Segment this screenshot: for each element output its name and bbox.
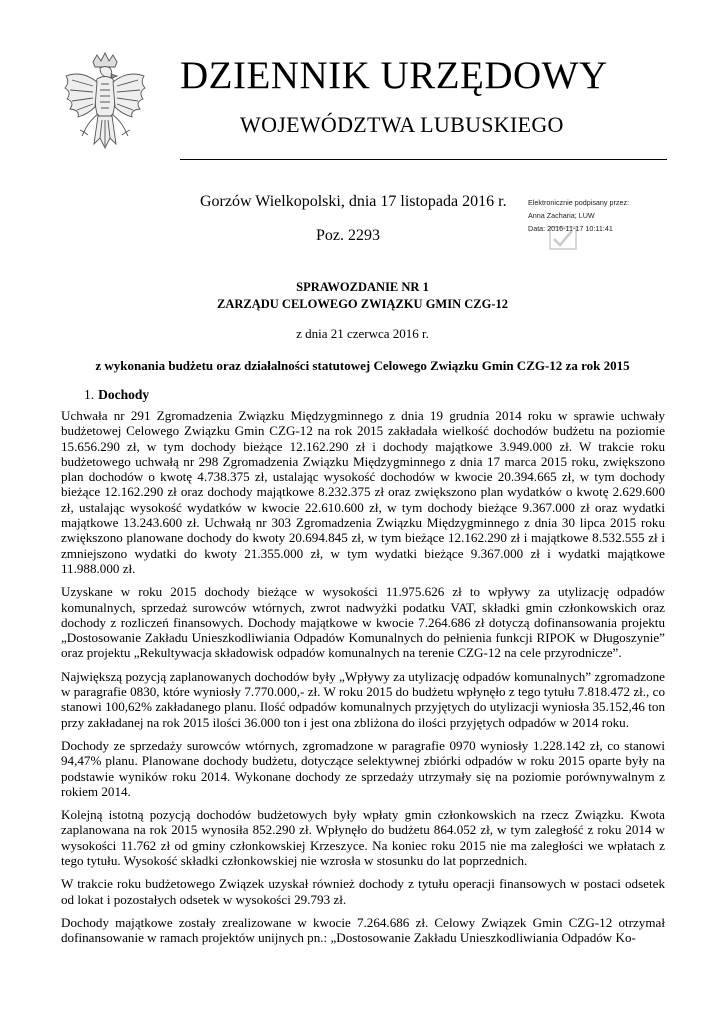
section-heading: [84, 386, 149, 403]
journal-title: DZIENNIK URZĘDOWY: [180, 54, 608, 97]
publication-dateline: Gorzów Wielkopolski, dnia 17 listopada 2016 r.: [200, 193, 507, 210]
eagle-emblem-icon: [60, 52, 150, 170]
paragraph: W trakcie roku budżetowego Związek uzyskał również dochody z tytułu operacji finansowych w postaci odsetek od lokat i pozostałych odsetek w wysokości 29.793 zł.: [61, 876, 665, 907]
report-date: z dnia 21 czerwca 2016 r.: [296, 326, 429, 341]
electronic-signature: [528, 196, 629, 235]
signature-date: Data: 2016-11-17 10:11:41: [528, 224, 613, 233]
journal-subtitle: WOJEWÓDZTWA LUBUSKIEGO: [240, 112, 564, 137]
signature-signer: Anna Zacharia; LUW: [528, 211, 595, 220]
paragraph: Uchwała nr 291 Zgromadzenia Związku Międzygminnego z dnia 19 grudnia 2014 roku w sprawie uchwały budżetowej Celowego Związku Gmin CZG-12 na rok 2015 zakładała wielkość dochodów budżetu na poziomie 15.656.290 zł, w tym dochody bieżące 12.162.290 zł i dochody majątkowe 3.949.000 zł. W trakcie roku budżetowego uchwałą nr 298 Zgromadzenia Związku Międzygminnego z dnia 17 marca 2015 roku, zwiększono plan dochodów o kwotę 4.738.375 zł, ustalając wysokość dochodów w kwocie 20.394.665 zł, w tym dochody bieżące 12.162.290 zł oraz dochody majątkowe 8.232.375 zł oraz zwiększono plan wydatków o kwotę 2.629.600 zł, ustalając wysokość wydatków w kwocie 22.610.600 zł, w tym dochody bieżące 9.367.000 zł oraz wydatki majątkowe 13.243.600 zł. Uchwałą nr 303 Zgromadzenia Związku Międzygminnego z dnia 30 lipca 2015 roku zwiększono planowane dochody do kwoty 20.694.845 zł, w tym bieżące 12.162.290 zł i majątkowe 8.532.555 zł i zmniejszono wydatki do kwoty 21.355.000 zł, w tym wydatki bieżące 9.367.000 zł i wydatki majątkowe 11.988.000 zł.: [61, 408, 665, 576]
paragraph: Uzyskane w roku 2015 dochody bieżące w wysokości 11.975.626 zł to wpływy za utylizację odpadów komunalnych, sprzedaż surowców wtórnych, zwrot nadwyżki podatku VAT, składki gmin członkowskich oraz dochody z rozliczeń finansowych. Dochody majątkowe w kwocie 7.264.686 zł dotyczą dofinansowania projektu „Dostosowanie Zakładu Unieszkodliwiania Odpadów Komunalnych do pełnienia funkcji RIPOK w Długoszynie” oraz projektu „Rekultywacja składowisk odpadów komunalnych na terenie CZG-12 na cele przyrodnicze”.: [61, 584, 665, 661]
section-title: Dochody: [98, 387, 150, 402]
section-number: 1.: [84, 387, 95, 402]
paragraph: Kolejną istotną pozycją dochodów budżetowych były wpłaty gmin członkowskich na rzecz Związku. Kwota zaplanowana na rok 2015 wynosiła 852.290 zł. Wpłynęło do budżetu 864.052 zł, w tym zaległość z roku 2014 w wysokości 11.762 zł od gminy członkowskiej Krzeszyce. Na koniec roku 2015 nie ma zaległości we wpłatach z tego tytułu. Wysokość składki członkowskiej nie wzrosła w stosunku do lat poprzednich.: [61, 807, 665, 869]
report-title-line-2: ZARZĄDU CELOWEGO ZWIĄZKU GMIN CZG-12: [217, 297, 508, 311]
paragraph: Największą pozycją zaplanowanych dochodów były „Wpływy za utylizację odpadów komunalnych” zgromadzone w paragrafie 0830, które wyniosły 7.770.000,- zł. W roku 2015 do budżetu wpłynęło z tego tytułu 7.818.472 zł., co stanowi 100,62% zakładanego planu. Ilość odpadów komunalnych przyjętych do utylizacji wyniosła 35.152,46 ton przy zakładanej na rok 2015 ilości 36.000 ton i jest ona zbliżona do ilości przyjętych odpadów w 2014 roku.: [61, 668, 665, 730]
paragraph: Dochody ze sprzedaży surowców wtórnych, zgromadzone w paragrafie 0970 wyniosły 1.228.142 zł, co stanowi 94,47% planu. Planowane dochody budżetu, dotyczące selektywnej zbiórki odpadów w roku 2015 oparte były na podstawie wyników roku 2014. Wykonane dochody ze sprzedaży utrzymały się na poziomie porównywalnym z rokiem 2014.: [61, 737, 665, 799]
paragraph: Dochody majątkowe zostały zrealizowane w kwocie 7.264.686 zł. Celowy Związek Gmin CZG-12 otrzymał dofinansowanie w ramach projektów unijnych pn.: „Dostosowanie Zakładu Unieszkodliwiania Odpadów Ko-: [61, 914, 665, 946]
report-subject: z wykonania budżetu oraz działalności statutowej Celowego Związku Gmin CZG-12 za rok 2015: [95, 358, 630, 373]
signature-label: Elektronicznie podpisany przez:: [528, 198, 630, 207]
signature-check-icon: [548, 223, 578, 253]
body-text: [61, 408, 665, 954]
position-number: Poz. 2293: [316, 227, 380, 244]
header-divider: [180, 159, 667, 160]
report-title-line-1: SPRAWOZDANIE NR 1: [296, 280, 429, 294]
